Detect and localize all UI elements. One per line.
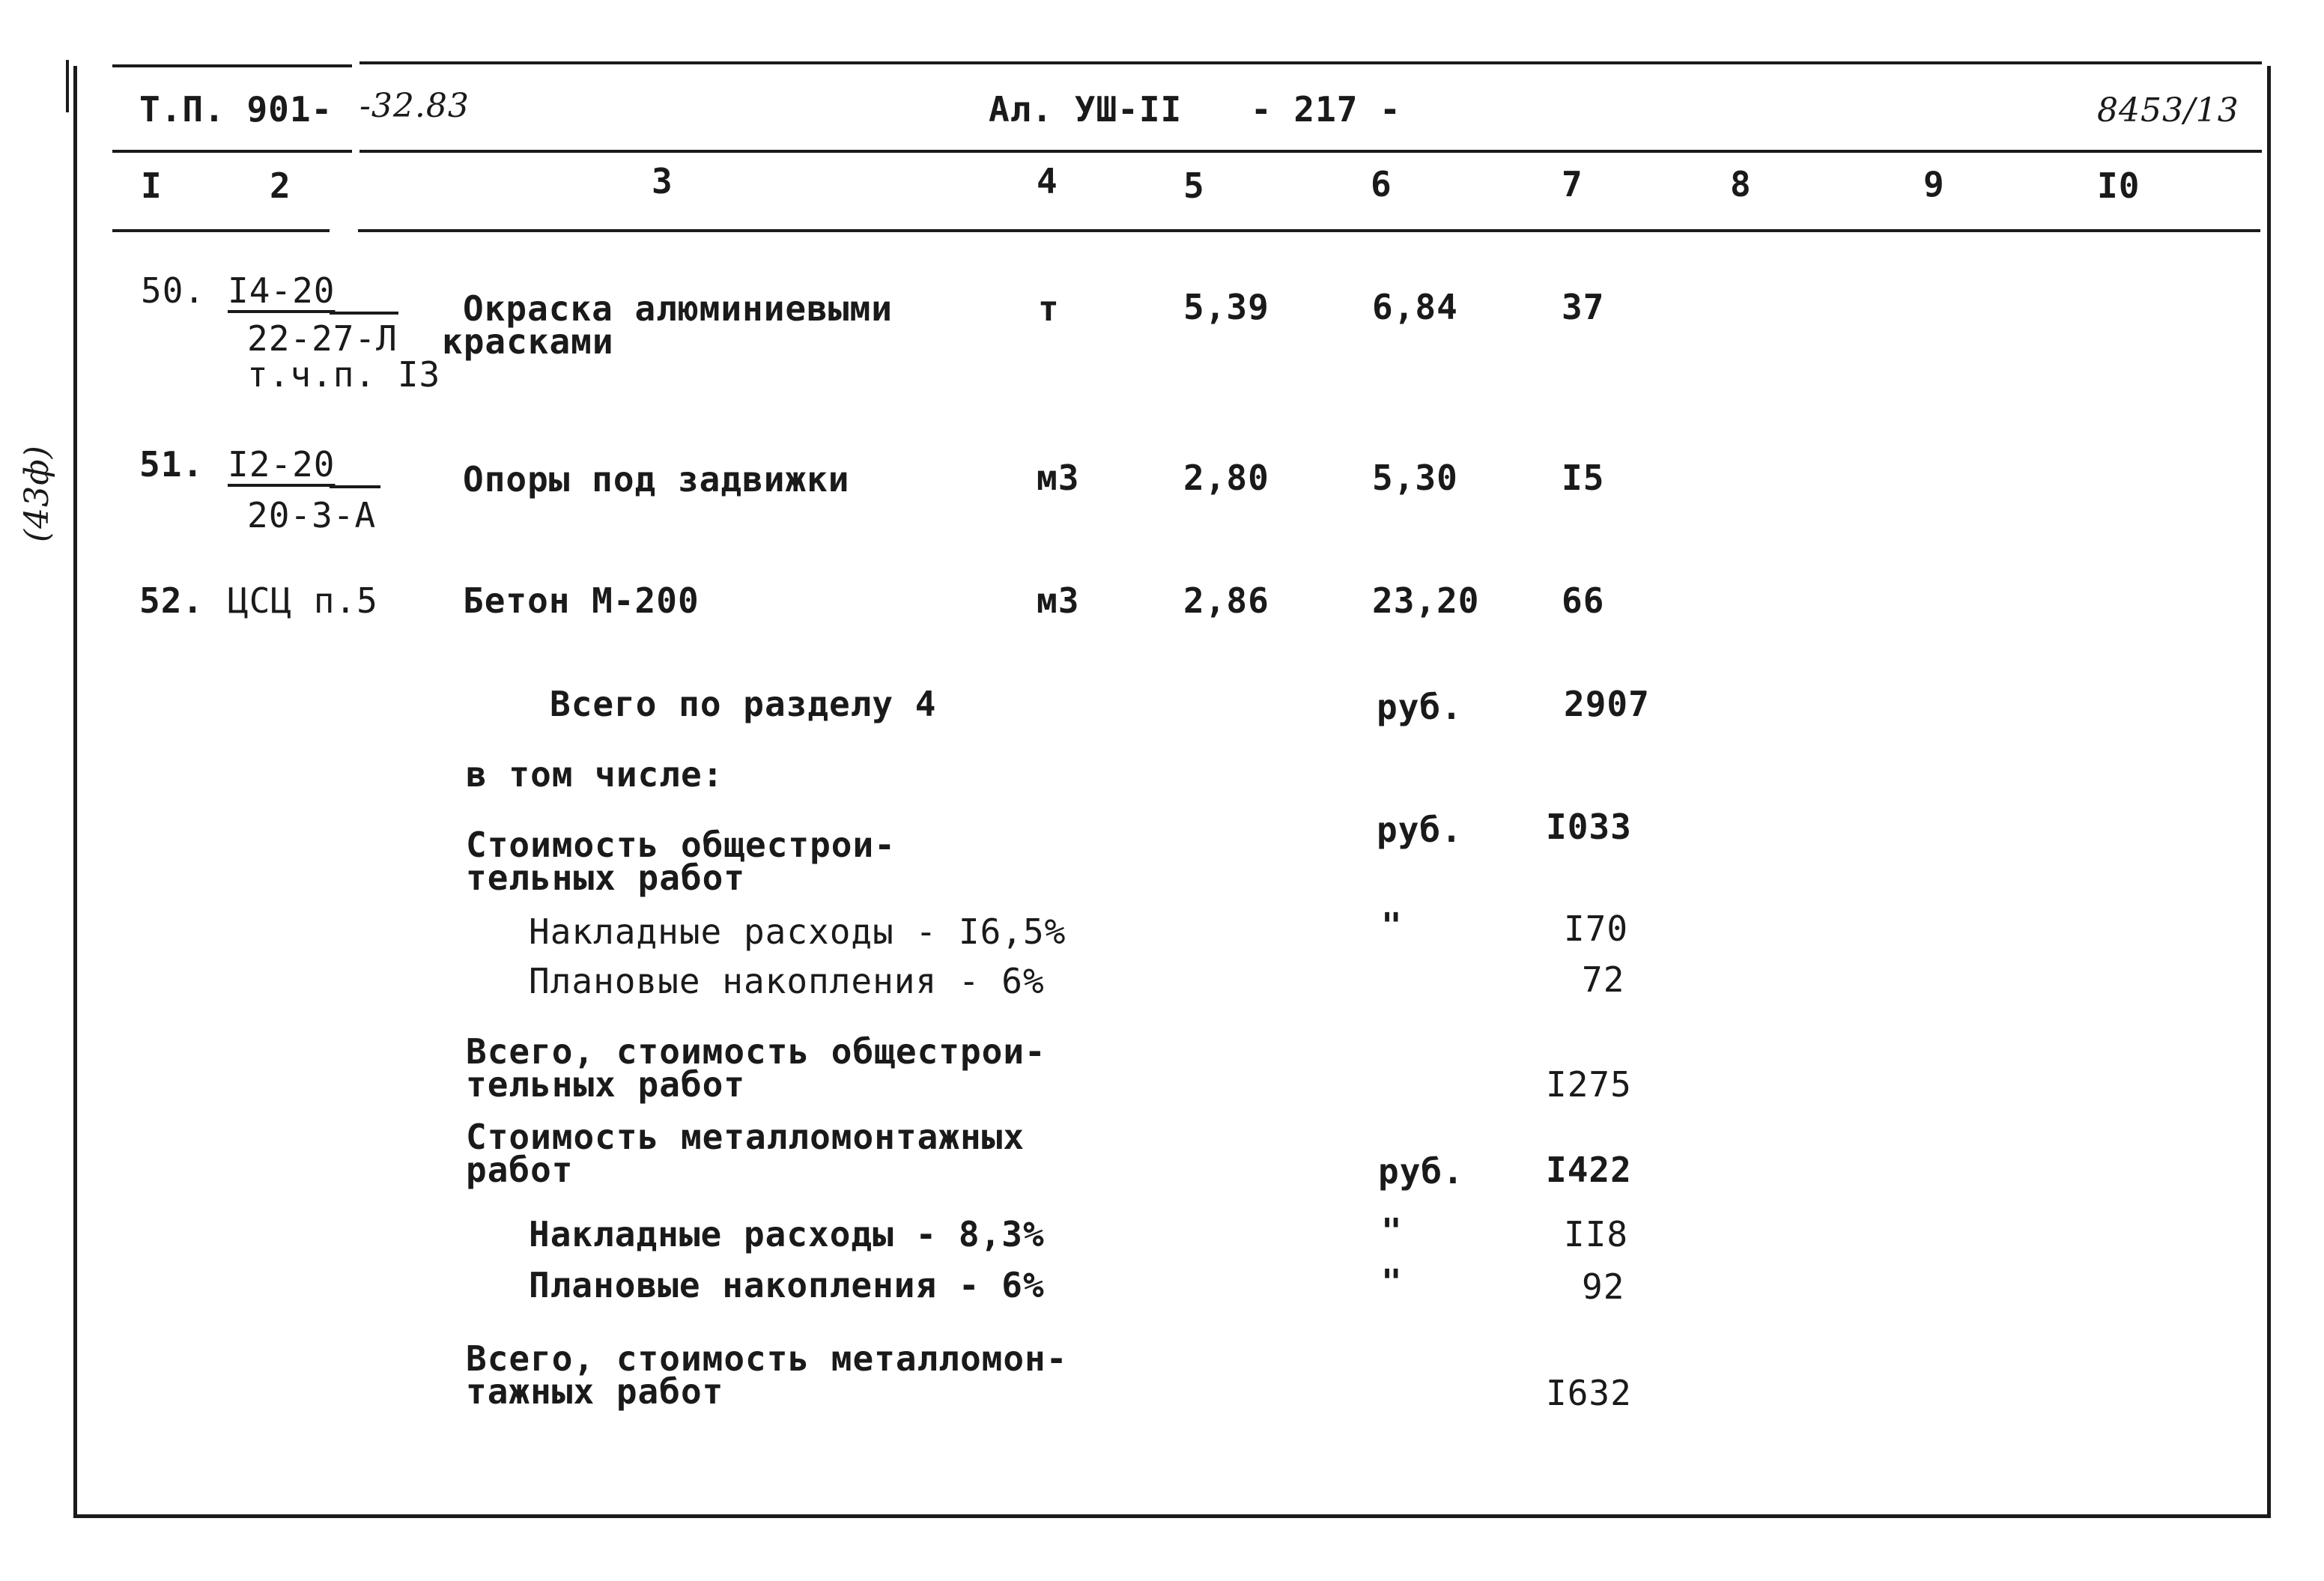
row-50-code2: 22-27-Л: [247, 318, 398, 359]
margin-mark: [66, 60, 69, 112]
metal-cost-label-2: работ: [466, 1150, 574, 1190]
header-top-line: [359, 61, 2262, 64]
overhead-1-value: I70: [1564, 908, 1629, 949]
general-cost-label-1: Стоимость общестрои-: [466, 825, 896, 865]
total-metal-label-2: тажных работ: [466, 1371, 724, 1412]
side-note: (43ф): [18, 445, 56, 542]
row-52-code: ЦСЦ п.5: [228, 580, 378, 621]
row-52-unit: м3: [1037, 580, 1080, 621]
total-general-label-2: тельных работ: [466, 1064, 746, 1105]
total-general-label-1: Всего, стоимость общестрои-: [466, 1031, 1046, 1072]
col-7: 7: [1562, 164, 1583, 204]
row-51-code-rule: [330, 485, 380, 488]
row-51-code1: I2-20: [228, 444, 336, 485]
general-cost-label-2: тельных работ: [466, 858, 746, 898]
header-mid-line: [359, 150, 2262, 153]
section-total-unit: руб.: [1377, 687, 1463, 727]
row-52-name: Бетон М-200: [463, 580, 700, 621]
row-50-code3: т.ч.п. I3: [247, 354, 441, 395]
doc-code: Т.П. 901-: [139, 89, 333, 130]
col-8: 8: [1730, 164, 1752, 204]
general-cost-unit: руб.: [1377, 810, 1463, 850]
row-50-code-rule: [330, 312, 398, 315]
metal-cost-label-1: Стоимость металломонтажных: [466, 1117, 1025, 1157]
col-9: 9: [1923, 164, 1945, 204]
album-number: Ал. УШ-II: [989, 89, 1183, 130]
col-5: 5: [1183, 166, 1205, 206]
col-6: 6: [1371, 164, 1392, 204]
general-cost-value: I033: [1546, 807, 1632, 847]
archive-number: 8453/13: [2097, 91, 2239, 130]
row-51-price: 5,30: [1372, 458, 1458, 498]
including-label: в том числе:: [466, 754, 724, 795]
row-50-num: 50.: [141, 270, 206, 311]
planned-1-label: Плановые накопления - 6%: [529, 961, 1045, 1001]
header-top-line-left: [112, 64, 352, 67]
row-50-name1: Окраска алюминиевыми: [463, 288, 893, 329]
columns-bottom-line: [358, 229, 2260, 232]
row-52-price: 23,20: [1372, 580, 1480, 621]
row-52-total: 66: [1562, 580, 1605, 621]
row-51-name: Опоры под задвижки: [463, 459, 850, 500]
row-51-qty: 2,80: [1183, 458, 1269, 498]
row-51-total: I5: [1562, 458, 1605, 498]
row-51-unit: м3: [1037, 458, 1080, 498]
col-2: 2: [270, 166, 291, 206]
row-50-name2: красками: [442, 321, 614, 362]
overhead-2-label: Накладные расходы - 8,3%: [529, 1214, 1045, 1254]
section-total-value: 2907: [1564, 684, 1650, 724]
total-metal-value: I632: [1546, 1373, 1632, 1413]
header-mid-line-left: [112, 150, 352, 153]
planned-2-label: Плановые накопления - 6%: [529, 1265, 1045, 1305]
row-52-num: 52.: [139, 580, 204, 621]
col-3: 3: [652, 161, 673, 201]
overhead-2-unit: ": [1381, 1211, 1403, 1251]
row-52-qty: 2,86: [1183, 580, 1269, 621]
metal-cost-value: I422: [1546, 1150, 1632, 1190]
col-4: 4: [1037, 161, 1058, 201]
col-10: I0: [2097, 166, 2141, 206]
doc-code-number: -32.83: [359, 87, 470, 125]
overhead-1-label: Накладные расходы - I6,5%: [529, 911, 1067, 952]
row-50-code1: I4-20: [228, 270, 336, 311]
columns-bottom-line-left: [112, 229, 330, 232]
planned-2-unit: ": [1381, 1262, 1403, 1302]
col-1: I: [141, 166, 163, 206]
overhead-2-value: II8: [1564, 1214, 1629, 1254]
table-frame: [73, 66, 2271, 1518]
row-50-price: 6,84: [1372, 287, 1458, 327]
total-metal-label-1: Всего, стоимость металломон-: [466, 1338, 1068, 1379]
row-51-num: 51.: [139, 444, 204, 485]
page-number: - 217 -: [1251, 89, 1401, 130]
total-general-value: I275: [1546, 1064, 1632, 1105]
metal-cost-unit: руб.: [1378, 1151, 1464, 1192]
overhead-1-unit: ": [1381, 905, 1403, 946]
row-51-code2: 20-3-А: [247, 495, 377, 535]
row-50-total: 37: [1562, 287, 1605, 327]
section-total-label: Всего по разделу 4: [550, 684, 937, 724]
planned-2-value: 92: [1582, 1266, 1625, 1307]
planned-1-value: 72: [1582, 959, 1625, 1000]
row-50-qty: 5,39: [1183, 287, 1269, 327]
row-50-unit: т: [1038, 288, 1060, 329]
